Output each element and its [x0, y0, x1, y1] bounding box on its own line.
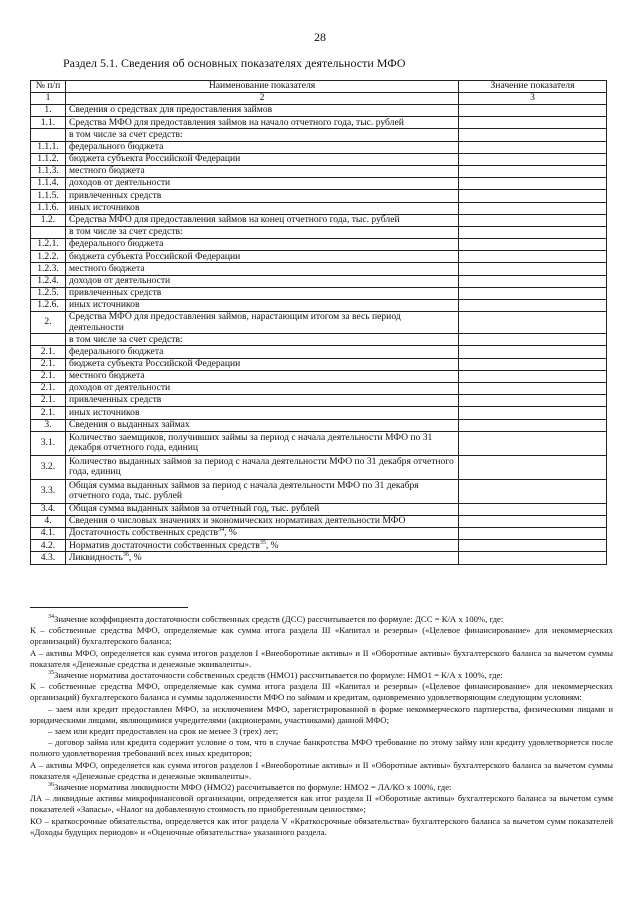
- table-row: [31, 105, 607, 117]
- row-value: [459, 263, 607, 275]
- footnote-text: К – собственные средства МФО, определяемые как сумма итога раздела III «Капитал и резервы» («Целевое финансирование» для некоммерческих организаций) бухгалтерского баланса;: [30, 625, 613, 647]
- row-number: 2.1.: [31, 358, 66, 370]
- row-number: 4.2.: [31, 540, 66, 552]
- row-value: [459, 358, 607, 370]
- indicator-text: привлеченных средств: [69, 394, 162, 406]
- table-row: [31, 334, 607, 346]
- row-indicator-name: [66, 312, 459, 334]
- indicator-text: в том числе за счет средств:: [69, 333, 183, 345]
- table-row: [31, 214, 607, 226]
- table-header-row: [31, 81, 607, 93]
- table-row: [31, 129, 607, 141]
- row-number: 3.: [31, 419, 66, 431]
- row-indicator-name: [66, 251, 459, 263]
- indicator-text: Сведения о числовых значениях и экономических нормативах деятельности МФО: [69, 515, 406, 527]
- row-value: [459, 226, 607, 238]
- row-value: [459, 239, 607, 251]
- row-indicator-name: [66, 287, 459, 299]
- row-indicator-name: [66, 214, 459, 226]
- row-indicator-name: [66, 202, 459, 214]
- row-value: [459, 334, 607, 346]
- row-number: 1.1.1.: [31, 141, 66, 153]
- row-value: [459, 528, 607, 540]
- indicator-text: бюджета субъекта Российской Федерации: [69, 357, 241, 369]
- column-number-row: [31, 93, 607, 105]
- row-value: [459, 300, 607, 312]
- indicator-text: иных источников: [69, 201, 140, 213]
- table-row: [31, 202, 607, 214]
- table-row: [31, 395, 607, 407]
- indicator-unit: , %: [224, 527, 237, 539]
- row-number: 1.1.6.: [31, 202, 66, 214]
- row-number: 2.1.: [31, 407, 66, 419]
- row-value: [459, 382, 607, 394]
- footnote-text: – заем или кредит предоставлен МФО, за исключением МФО, зарегистрированной в форме некоммерческого партнерства, физическими лицами и юридическими лицами, являющимися учредителями (акционерами, участниками) данной МФО;: [30, 703, 613, 725]
- footnote-paragraph: [30, 625, 613, 647]
- row-indicator-name: [66, 300, 459, 312]
- footnote-marker: 36: [48, 782, 54, 789]
- footnote-ref: 36: [122, 551, 129, 558]
- row-number: 1.1.: [31, 117, 66, 129]
- row-indicator-name: [66, 105, 459, 117]
- row-number: 1.2.2.: [31, 251, 66, 263]
- indicator-text: доходов от деятельности: [69, 274, 171, 286]
- row-indicator-name: [66, 358, 459, 370]
- table-row: [31, 153, 607, 165]
- table-row: [31, 300, 607, 312]
- footnote-text: А – активы МФО, определяется как сумма итогов разделов I «Внеоборотные активы» и II «Оборотные активы» бухгалтерского баланса за вычетом суммы показателя «Денежные средства и денежные эквиваленты».: [30, 759, 613, 781]
- row-number: 2.1.: [31, 346, 66, 358]
- row-value: [459, 395, 607, 407]
- footnotes: [30, 614, 613, 838]
- row-indicator-name: [66, 455, 459, 479]
- table-row: [31, 287, 607, 299]
- row-number: 1.: [31, 105, 66, 117]
- section-title: Раздел 5.1. Сведения об основных показателях деятельности МФО: [63, 56, 406, 70]
- table-row: [31, 251, 607, 263]
- table-row: [31, 226, 607, 238]
- row-number: [31, 129, 66, 141]
- row-number: 3.4.: [31, 503, 66, 515]
- row-value: [459, 419, 607, 431]
- indicator-text: в том числе за счет средств:: [69, 128, 183, 140]
- row-value: [459, 165, 607, 177]
- footnote-paragraph: [30, 670, 613, 681]
- table-row: [31, 455, 607, 479]
- indicator-text: Средства МФО для предоставления займов, нарастающим итогом за весь период деятельности: [69, 311, 401, 333]
- table-row: [31, 503, 607, 515]
- row-indicator-name: [66, 395, 459, 407]
- row-number: 2.: [31, 312, 66, 334]
- row-number: 2.1.: [31, 382, 66, 394]
- row-number: 4.1.: [31, 528, 66, 540]
- row-indicator-name: [66, 226, 459, 238]
- indicator-text: местного бюджета: [69, 370, 145, 382]
- row-value: [459, 214, 607, 226]
- row-number: 1.2.1.: [31, 239, 66, 251]
- indicator-text: федерального бюджета: [69, 345, 164, 357]
- row-value: [459, 251, 607, 263]
- indicator-text: доходов от деятельности: [69, 177, 171, 189]
- indicator-text: федерального бюджета: [69, 140, 164, 152]
- row-indicator-name: [66, 117, 459, 129]
- row-indicator-name: [66, 419, 459, 431]
- row-number: 1.2.4.: [31, 275, 66, 287]
- footnote-text: К – собственные средства МФО, определяемые как сумма итога раздела III «Капитал и резервы» («Целевое финансирование» для некоммерческих организаций) бухгалтерского баланса и суммы задолженности МФО по займам и кредитам, одновременно удовлетворяющим следующим условиям:: [30, 681, 613, 703]
- row-value: [459, 515, 607, 527]
- table-row: [31, 479, 607, 503]
- indicator-unit: , %: [128, 551, 142, 563]
- footnote-paragraph: [30, 704, 613, 726]
- footnote-text: КО – краткосрочные обязательства, определяется как итог раздела V «Краткосрочные обязательства» бухгалтерского баланса за вычетом сумм показателей «Доходы будущих периодов» и «Оценочные обязательства» указанного раздела.: [30, 815, 613, 837]
- row-indicator-name: [66, 129, 459, 141]
- table-row: [31, 275, 607, 287]
- row-value: [459, 346, 607, 358]
- footnote-ref: 35: [259, 539, 266, 546]
- row-number: 1.1.5.: [31, 190, 66, 202]
- indicator-text: привлеченных средств: [69, 189, 162, 201]
- indicator-text: федерального бюджета: [69, 238, 164, 250]
- row-number: 1.2.5.: [31, 287, 66, 299]
- indicator-text: бюджета субъекта Российской Федерации: [69, 250, 241, 262]
- row-value: [459, 129, 607, 141]
- indicator-text: привлеченных средств: [69, 287, 162, 299]
- row-value: [459, 287, 607, 299]
- row-value: [459, 153, 607, 165]
- table-row: [31, 370, 607, 382]
- row-value: [459, 105, 607, 117]
- footnote-paragraph: [30, 648, 613, 670]
- table-row: [31, 239, 607, 251]
- footnote-marker: 35: [48, 670, 54, 677]
- row-value: [459, 407, 607, 419]
- row-indicator-name: [66, 528, 459, 540]
- row-number: 1.1.2.: [31, 153, 66, 165]
- table-row: [31, 312, 607, 334]
- column-number: 3: [459, 93, 607, 105]
- row-value: [459, 141, 607, 153]
- indicator-text: бюджета субъекта Российской Федерации: [69, 153, 241, 165]
- footnote-marker: 34: [48, 614, 54, 621]
- row-number: 3.3.: [31, 479, 66, 503]
- row-indicator-name: [66, 407, 459, 419]
- row-number: [31, 226, 66, 238]
- row-number: 2.1.: [31, 370, 66, 382]
- table-row: [31, 190, 607, 202]
- row-number: 4.: [31, 515, 66, 527]
- footnote-text: Значение коэффициента достаточности собственных средств (ДСС) рассчитывается по формуле: ДСС = К/А х 100%, где:: [54, 614, 504, 624]
- row-indicator-name: [66, 165, 459, 177]
- row-value: [459, 552, 607, 564]
- table-row: [31, 382, 607, 394]
- indicator-text: доходов от деятельности: [69, 382, 171, 394]
- row-value: [459, 431, 607, 455]
- table-row: [31, 178, 607, 190]
- indicator-text: Норматив достаточности собственных средств: [69, 539, 260, 551]
- table-row: [31, 515, 607, 527]
- row-indicator-name: [66, 431, 459, 455]
- header-num: № п/п: [31, 81, 66, 93]
- row-number: 1.2.3.: [31, 263, 66, 275]
- footnote-paragraph: [30, 737, 613, 759]
- row-indicator-name: [66, 334, 459, 346]
- indicator-unit: , %: [265, 539, 279, 551]
- row-value: [459, 117, 607, 129]
- footnote-text: ЛА – ликвидные активы микрофинансовой организации, определяется как итог раздела II «Оборотные активы» бухгалтерского баланса за вычетом сумм показателей «Запасы», «Налог на добавленную стоимость по приобретенным ценностям»;: [30, 793, 613, 815]
- indicator-text: в том числе за счет средств:: [69, 226, 183, 238]
- row-number: 1.2.6.: [31, 300, 66, 312]
- indicator-text: местного бюджета: [69, 165, 145, 177]
- row-indicator-name: [66, 382, 459, 394]
- footnote-paragraph: [30, 726, 613, 737]
- row-number: 1.1.4.: [31, 178, 66, 190]
- footnote-divider: [30, 607, 188, 608]
- column-number: 2: [66, 93, 459, 105]
- table-row: [31, 407, 607, 419]
- header-value: Значение показателя: [459, 81, 607, 93]
- table-row: [31, 117, 607, 129]
- row-indicator-name: [66, 178, 459, 190]
- row-number: 3.2.: [31, 455, 66, 479]
- indicator-text: Средства МФО для предоставления займов на начало отчетного года, тыс. рублей: [69, 116, 404, 128]
- indicator-text: Количество выданных займов за период с начала деятельности МФО по 31 декабря отчетного года, единиц: [69, 455, 454, 478]
- row-value: [459, 202, 607, 214]
- footnote-text: Значение норматива достаточности собственных средств (НМО1) рассчитывается по формуле: НМО1 = К/А х 100%, где:: [54, 670, 503, 681]
- footnote-text: Значение норматива ликвидности МФО (НМО2) рассчитывается по формуле: НМО2 = ЛА/КО х 100%, где:: [54, 782, 452, 793]
- row-value: [459, 370, 607, 382]
- row-indicator-name: [66, 370, 459, 382]
- row-indicator-name: [66, 540, 459, 552]
- indicator-text: Достаточность собственных средств: [69, 527, 219, 539]
- row-number: 2.1.: [31, 395, 66, 407]
- row-indicator-name: [66, 153, 459, 165]
- table-row: [31, 552, 607, 564]
- row-value: [459, 178, 607, 190]
- indicator-text: местного бюджета: [69, 262, 145, 274]
- table-row: [31, 419, 607, 431]
- table-row: [31, 141, 607, 153]
- table-row: [31, 528, 607, 540]
- row-value: [459, 275, 607, 287]
- row-value: [459, 479, 607, 503]
- table-row: [31, 540, 607, 552]
- row-indicator-name: [66, 479, 459, 503]
- row-indicator-name: [66, 346, 459, 358]
- footnote-ref: 34: [218, 527, 225, 534]
- table-row: [31, 263, 607, 275]
- page-number: 28: [314, 30, 326, 44]
- footnote-paragraph: [30, 681, 613, 703]
- footnote-text: – заем или кредит предоставлен на срок не менее 3 (трех) лет;: [48, 726, 279, 737]
- row-value: [459, 503, 607, 515]
- indicator-text: иных источников: [69, 406, 140, 418]
- row-indicator-name: [66, 515, 459, 527]
- footnote-paragraph: [30, 760, 613, 782]
- row-number: [31, 334, 66, 346]
- footnote-paragraph: [30, 614, 613, 625]
- footnote-text: А – активы МФО, определяется как сумма итогов разделов I «Внеоборотные активы» и II «Оборотные активы» бухгалтерского баланса за вычетом суммы показателя «Денежные средства и денежные эквиваленты».: [30, 647, 613, 669]
- row-indicator-name: [66, 275, 459, 287]
- row-indicator-name: [66, 239, 459, 251]
- row-number: 4.3.: [31, 552, 66, 564]
- indicator-text: Сведения о средствах для предоставления займов: [69, 104, 273, 116]
- footnote-paragraph: [30, 816, 613, 838]
- row-number: 3.1.: [31, 431, 66, 455]
- table-row: [31, 358, 607, 370]
- row-indicator-name: [66, 190, 459, 202]
- indicator-text: Средства МФО для предоставления займов на конец отчетного года, тыс. рублей: [69, 214, 400, 226]
- row-indicator-name: [66, 552, 459, 564]
- header-name: Наименование показателя: [66, 81, 459, 93]
- table-row: [31, 346, 607, 358]
- footnote-paragraph: [30, 782, 613, 793]
- indicators-table: [30, 80, 607, 565]
- row-value: [459, 455, 607, 479]
- indicator-text: Ликвидность: [69, 551, 123, 563]
- row-number: 1.2.: [31, 214, 66, 226]
- row-value: [459, 540, 607, 552]
- row-number: 1.1.3.: [31, 165, 66, 177]
- table-row: [31, 165, 607, 177]
- row-indicator-name: [66, 263, 459, 275]
- footnote-paragraph: [30, 793, 613, 815]
- footnote-text: – договор займа или кредита содержит условие о том, что в случае банкротства МФО требование по этому займу или кредиту удовлетворяется после полного удовлетворения требований всех иных кредиторов;: [30, 737, 613, 759]
- row-indicator-name: [66, 141, 459, 153]
- indicator-text: Общая сумма выданных займов за период с начала деятельности МФО по 31 декабря отчетного года, тыс. рублей: [69, 479, 419, 502]
- row-value: [459, 190, 607, 202]
- indicator-text: Количество заемщиков, получивших займы за период с начала деятельности МФО по 31 декабря отчетного года, единиц: [69, 431, 433, 454]
- row-value: [459, 312, 607, 334]
- table-row: [31, 431, 607, 455]
- row-indicator-name: [66, 503, 459, 515]
- indicator-text: Сведения о выданных займах: [69, 418, 190, 430]
- column-number: 1: [31, 93, 66, 105]
- indicator-text: иных источников: [69, 299, 140, 311]
- indicator-text: Общая сумма выданных займов за отчетный год, тыс. рублей: [69, 503, 320, 515]
